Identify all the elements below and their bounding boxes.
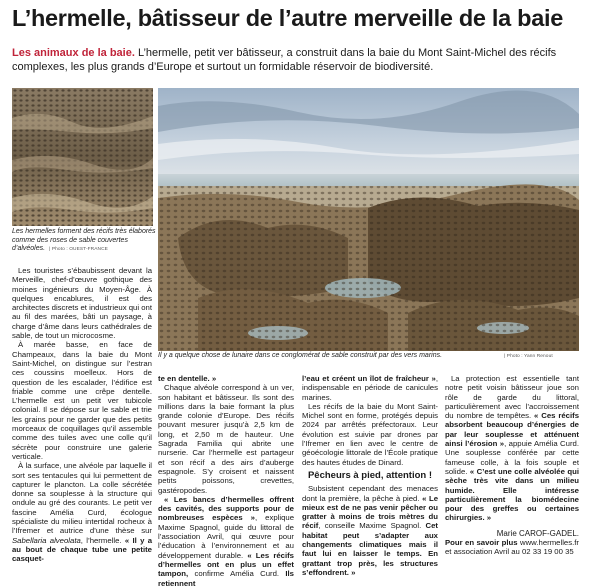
paragraph: Chaque alvéole correspond à un ver, son habitant et bâtisseur. Ils sont des millions dans la baie formant la plus grande colonie d’Europe. Des récifs pouvant mesurer jusqu’à 2,5 km de long, et 2,50 m de hauteur. Une Sagrada Familia qui abrite une nurserie. Car l’hermelle est partageur et son récif a des airs d’auberge espagnole. S’y croisent et naissent petits poissons, crevettes, gastéropodes. — [158, 383, 294, 495]
paragraph — [12, 461, 152, 563]
paragraph: Les touristes s’ébaubissent devant la Merveille, chef-d’œuvre gothique des moines ingénieurs du Moyen-Âge. À quelques encablures, il est des architectes discrets et industrieux qui ont au fil des marées, bâti un paysage, à charge d’âme dans leurs cathédrales de sable, de tout un microcosme. — [12, 266, 152, 341]
photo-reef-landscape-caption — [158, 352, 458, 361]
photo-credit: | Photo : Yann Renout — [504, 354, 553, 359]
paragraph-text: Subsistent cependant des menaces dont la première, la pêche à pied. — [302, 484, 438, 503]
standfirst-kicker: Les animaux de la baie. — [12, 47, 135, 59]
quote: « Il y a au bout de chaque tube une petite casquet- — [12, 535, 153, 564]
paragraph-text: , explique Maxime Spagnol, guide du littoral de l’association Avril, qui œuvre pour l’éducation à l’environnement et au développement durable. — [158, 513, 294, 560]
standfirst — [12, 46, 582, 74]
caption-text: Les hermelles forment des récifs très élaborés comme des roses de sable couvertes d’alvéoles. — [12, 228, 156, 253]
paragraph-text: La protection est essentielle tant notre petit voisin bâtisseur joue son rôle de garde du littoral, particulièrement avec l’accroissement du nombre de tempêtes. — [445, 374, 579, 421]
more-info — [445, 538, 579, 557]
reef-closeup-image — [12, 88, 153, 226]
quote: « C’est une colle alvéolée qui sèche très vite dans un milieu humide. Elle intéresse particulièrement la biomédecine pour des greffes ou certaines chirurgies. » — [445, 466, 579, 523]
paragraph-text: , appuie Amélia Curd. Une souplesse conférée par cette fameuse colle, à la fois souple et solide. — [445, 439, 579, 476]
quote: l’eau et créent un îlot de fraîcheur » — [302, 374, 436, 383]
more-info-text: www.hermelles.fr et association Avril au 02 33 19 00 35 — [445, 538, 579, 557]
paragraph — [158, 495, 294, 588]
quote: « Le mieux est de ne pas venir pêcher ou gratter à moins de trois mètres du récif — [302, 493, 438, 531]
photo-credit: | Photo : OUEST-FRANCE — [49, 247, 108, 253]
quote: « Ces récifs absorbent beaucoup d’énergies de par leur souplesse et atténuent ainsi l’érosion » — [445, 411, 579, 449]
photo-reef-landscape — [158, 88, 579, 351]
photo-reef-closeup-caption — [12, 228, 157, 255]
author-signature: Marie CAROF-GADEL. — [496, 528, 579, 538]
paragraph-text: À la surface, une alvéole par laquelle il sort ses tentacules qui lui permettent de capturer le plancton. La colle sécrétée donne sa souplesse à la structure qui ondule au gré des courants. Le petit ver fascine Amélia Curd, écologue spécialiste du milieu intertidal rocheux à l’Ifremer et autrice d’une thèse sur — [12, 461, 152, 536]
standfirst-text: L’hermelle, petit ver bâtisseur, a construit dans la baie du Mont Saint-Michel des récifs complexes, les plus grands d’Europe et surtout un formidable réservoir de biodiversité. — [12, 47, 557, 73]
article-column-4 — [445, 374, 579, 557]
paragraph: À marée basse, en face de Champeaux, dans la baie du Mont Saint-Michel, on distingue sur l’estran ces coussins moelleux. Hors de question de les escalader, l’édifice est friable comme une crêpe dentelle. L’hermelle est un petit ver tubicole colonial. Il se dépose sur le sable et trie les grains pour ne garder que des petits morceaux de coquillages qu’il assemble comme des tuiles avec une colle qu’il sécrète pour construire une galerie verticale. — [12, 340, 152, 461]
paragraph — [158, 374, 294, 383]
species-name: Sabellaria alveolata — [12, 535, 81, 545]
photo-credit-large — [500, 352, 585, 362]
photo-reef-closeup — [12, 88, 153, 226]
paragraph-text: , conseille Maxime Spagnol. — [318, 521, 426, 531]
paragraph — [302, 484, 438, 577]
caption-text: Il y a quelque chose de lunaire dans ce conglomérat de sable construit par des vers marins. — [158, 352, 443, 359]
quote: te en dentelle. » — [158, 374, 217, 383]
paragraph — [302, 374, 438, 402]
paragraph-text: confirme Amélia Curd. — [188, 569, 286, 579]
more-info-label: Pour en savoir plus — [445, 538, 518, 548]
paragraph — [445, 374, 579, 523]
quote: Cet habitat peut s’adapter aux changements climatiques mais il faut lui en laisser le temps. En grattant trop près, les structures s’effondrent. » — [302, 521, 438, 577]
subheading: Pêcheurs à pied, attention ! — [307, 469, 433, 481]
paragraph-text: , indispensable en période de canicules marines. — [302, 374, 438, 402]
article-column-1 — [12, 266, 152, 564]
quote: « Les bancs d’hermelles offrent des cavités, des supports pour de nombreuses espèces » — [158, 494, 294, 523]
paragraph: Les récifs de la baie du Mont Saint-Michel sont en forme, protégés depuis 2024 par arrêtés préfectoraux. Leur évolution est suivie par drones par l’Ifremer en lien avec le centre de géoécologie littorale de l’École pratique des hautes études de Dinard. — [302, 401, 438, 467]
quote: Ils retiennent — [158, 569, 294, 588]
article-column-3 — [302, 374, 438, 577]
article-column-2 — [158, 374, 294, 588]
reef-landscape-image — [158, 88, 579, 351]
paragraph-text: , l’hermelle. — [80, 535, 125, 545]
headline: L’hermelle, bâtisseur de l’autre merveille de la baie — [12, 5, 563, 31]
quote: « Les récifs d’hermelles ont en plus un effet tampon, — [158, 550, 294, 579]
